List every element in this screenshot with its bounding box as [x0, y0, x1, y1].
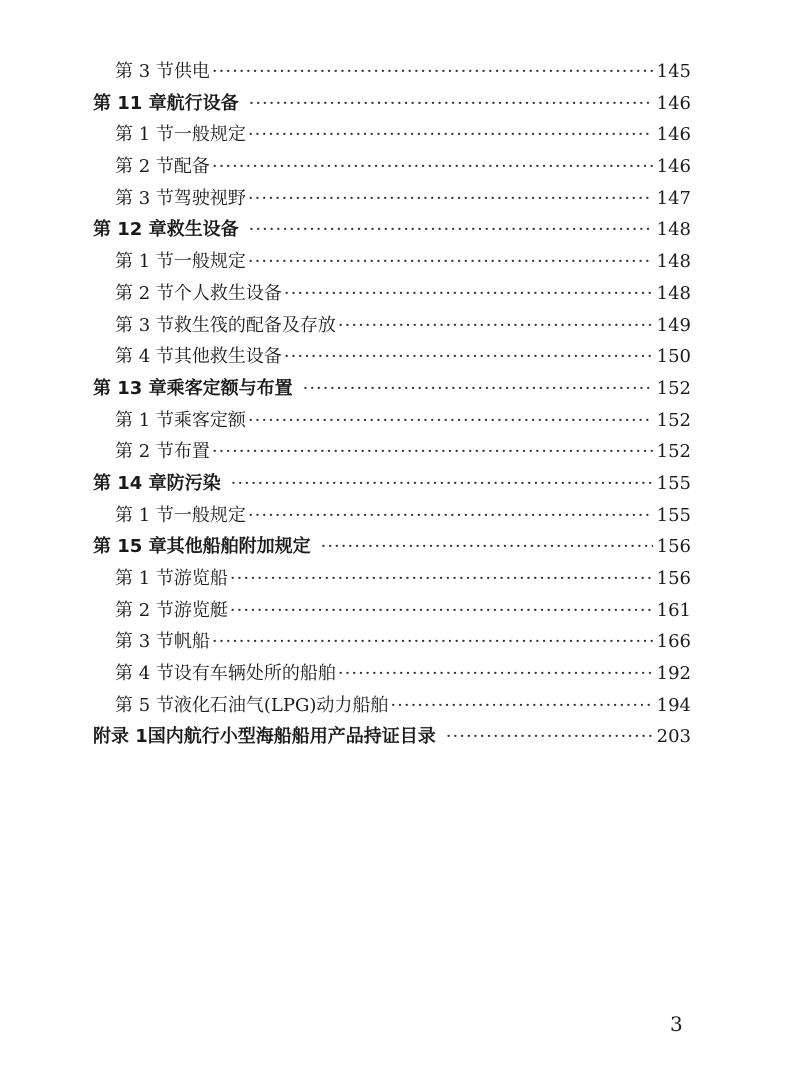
toc-entry-number: 第 3 节 [115, 314, 174, 336]
toc-entry-number: 第 5 节 [115, 694, 174, 716]
toc-entry-number: 第 3 节 [115, 61, 174, 82]
toc-dot-leader [249, 214, 653, 246]
toc-entry-page: 155 [656, 472, 691, 494]
toc-entry-section [93, 500, 691, 532]
toc-entry-chapter [93, 88, 691, 120]
toc-entry-number: 第 2 节 [115, 282, 174, 304]
toc-entry-number: 第 3 节 [115, 631, 174, 653]
toc-dot-leader [248, 119, 653, 151]
toc-dot-leader [284, 341, 653, 373]
toc-entry-page: 148 [656, 251, 691, 273]
toc-entry-number: 第 13 章 [93, 377, 167, 399]
toc-entry-section [93, 563, 691, 595]
toc-entry-page: 148 [656, 282, 691, 304]
toc-entry-number: 第 2 节 [115, 156, 174, 178]
toc-entry-title: 布置 [173, 441, 210, 463]
toc-entry-number: 第 3 节 [115, 187, 174, 209]
toc-entry-chapter [93, 214, 691, 246]
toc-dot-leader [212, 626, 653, 658]
toc-entry-number: 第 4 节 [115, 663, 174, 685]
toc-entry-title: 其他船舶附加规定 [166, 536, 311, 558]
toc-dot-leader [249, 88, 653, 120]
toc-entry-number: 第 4 节 [115, 346, 174, 368]
toc-entry-section [93, 436, 691, 468]
toc-entry-section [93, 246, 691, 278]
toc-entry-title: 游览船 [173, 568, 228, 589]
toc-entry-title: 航行设备 [166, 92, 239, 114]
toc-entry-number: 第 1 节 [115, 251, 174, 273]
toc-entry-page: 148 [656, 219, 691, 241]
toc-dot-leader [231, 468, 653, 500]
toc-entry-page: 150 [656, 346, 691, 368]
toc-entry-title: 供电 [173, 61, 210, 82]
toc-entry-section [93, 626, 691, 658]
toc-dot-leader [446, 721, 653, 753]
toc-entry-number: 第 1 节 [115, 124, 174, 146]
toc-entry-title: 驾驶视野 [173, 187, 246, 209]
toc-entry-section [93, 658, 691, 690]
toc-dot-leader [248, 246, 653, 278]
toc-entry-number: 第 1 节 [115, 504, 174, 526]
toc-entry-section [93, 278, 691, 310]
toc-entry-title: 国内航行小型海船船用产品持证目录 [147, 726, 436, 748]
toc-entry-page: 152 [656, 441, 691, 463]
toc-dot-leader [338, 310, 653, 342]
toc-entry-title: 配备 [173, 156, 210, 178]
toc-entry-number: 附录 1 [93, 726, 148, 748]
toc-entry-page: 166 [656, 631, 691, 653]
toc-dot-leader [248, 405, 653, 437]
toc-entry-number: 第 1 节 [115, 409, 174, 431]
toc-entry-chapter [93, 531, 691, 563]
toc-entry-chapter [93, 373, 691, 405]
toc-entry-number: 第 14 章 [93, 472, 167, 494]
toc-entry-page: 145 [656, 61, 691, 82]
toc-entry-title: 游览艇 [173, 599, 228, 621]
toc-entry-title: 救生筏的配备及存放 [173, 314, 336, 336]
toc-entry-title: 一般规定 [173, 251, 246, 273]
toc-dot-leader [338, 658, 653, 690]
toc-entry-title: 乘客定额 [173, 409, 246, 431]
toc-dot-leader [212, 436, 653, 468]
page-number: 3 [670, 1012, 683, 1036]
toc-dot-leader [248, 183, 653, 215]
toc-entry-page: 161 [656, 599, 691, 621]
toc-entry-number: 第 1 节 [115, 568, 174, 589]
toc-dot-leader [284, 278, 653, 310]
toc-entry-title: 一般规定 [173, 124, 246, 146]
toc-dot-leader [321, 531, 653, 563]
toc-entry-page: 149 [656, 314, 691, 336]
toc-entry-page: 147 [656, 187, 691, 209]
toc-entry-title: 救生设备 [166, 219, 239, 241]
toc-entry-section [93, 119, 691, 151]
toc-entry-number: 第 11 章 [93, 92, 167, 114]
toc-entry-chapter [93, 468, 691, 500]
toc-entry-page: 152 [656, 409, 691, 431]
toc-entry-page: 192 [656, 663, 691, 685]
toc-entry-section [93, 56, 691, 88]
table-of-contents [93, 56, 691, 753]
toc-dot-leader [248, 500, 653, 532]
toc-entry-title: 设有车辆处所的船舶 [173, 663, 336, 685]
toc-entry-title: 其他救生设备 [173, 346, 282, 368]
toc-entry-page: 156 [656, 536, 691, 558]
toc-entry-number: 第 2 节 [115, 599, 174, 621]
toc-entry-section [93, 183, 691, 215]
toc-entry-page: 146 [656, 124, 691, 146]
toc-dot-leader [212, 56, 653, 88]
toc-entry-number: 第 15 章 [93, 536, 167, 558]
toc-entry-page: 146 [656, 156, 691, 178]
toc-entry-page: 146 [656, 92, 691, 114]
toc-dot-leader [390, 690, 652, 722]
toc-entry-appendix [93, 721, 691, 753]
toc-entry-title: 个人救生设备 [173, 282, 282, 304]
toc-entry-page: 156 [656, 568, 691, 589]
toc-entry-section [93, 405, 691, 437]
toc-entry-number: 第 2 节 [115, 441, 174, 463]
toc-entry-title: 防污染 [166, 472, 221, 494]
toc-entry-section [93, 690, 691, 722]
toc-dot-leader [212, 151, 653, 183]
toc-entry-page: 203 [656, 726, 691, 748]
toc-entry-page: 194 [656, 694, 691, 716]
toc-dot-leader [230, 595, 653, 627]
toc-entry-section [93, 341, 691, 373]
toc-entry-title: 一般规定 [173, 504, 246, 526]
toc-entry-section [93, 595, 691, 627]
toc-dot-leader [303, 373, 653, 405]
toc-entry-title: 帆船 [173, 631, 210, 653]
toc-dot-leader [230, 563, 653, 595]
toc-entry-page: 152 [656, 377, 691, 399]
toc-entry-number: 第 12 章 [93, 219, 167, 241]
toc-entry-title: 乘客定额与布置 [166, 377, 293, 399]
toc-entry-section [93, 310, 691, 342]
toc-entry-section [93, 151, 691, 183]
toc-entry-title: 液化石油气(LPG)动力船舶 [173, 694, 389, 716]
toc-entry-page: 155 [656, 504, 691, 526]
